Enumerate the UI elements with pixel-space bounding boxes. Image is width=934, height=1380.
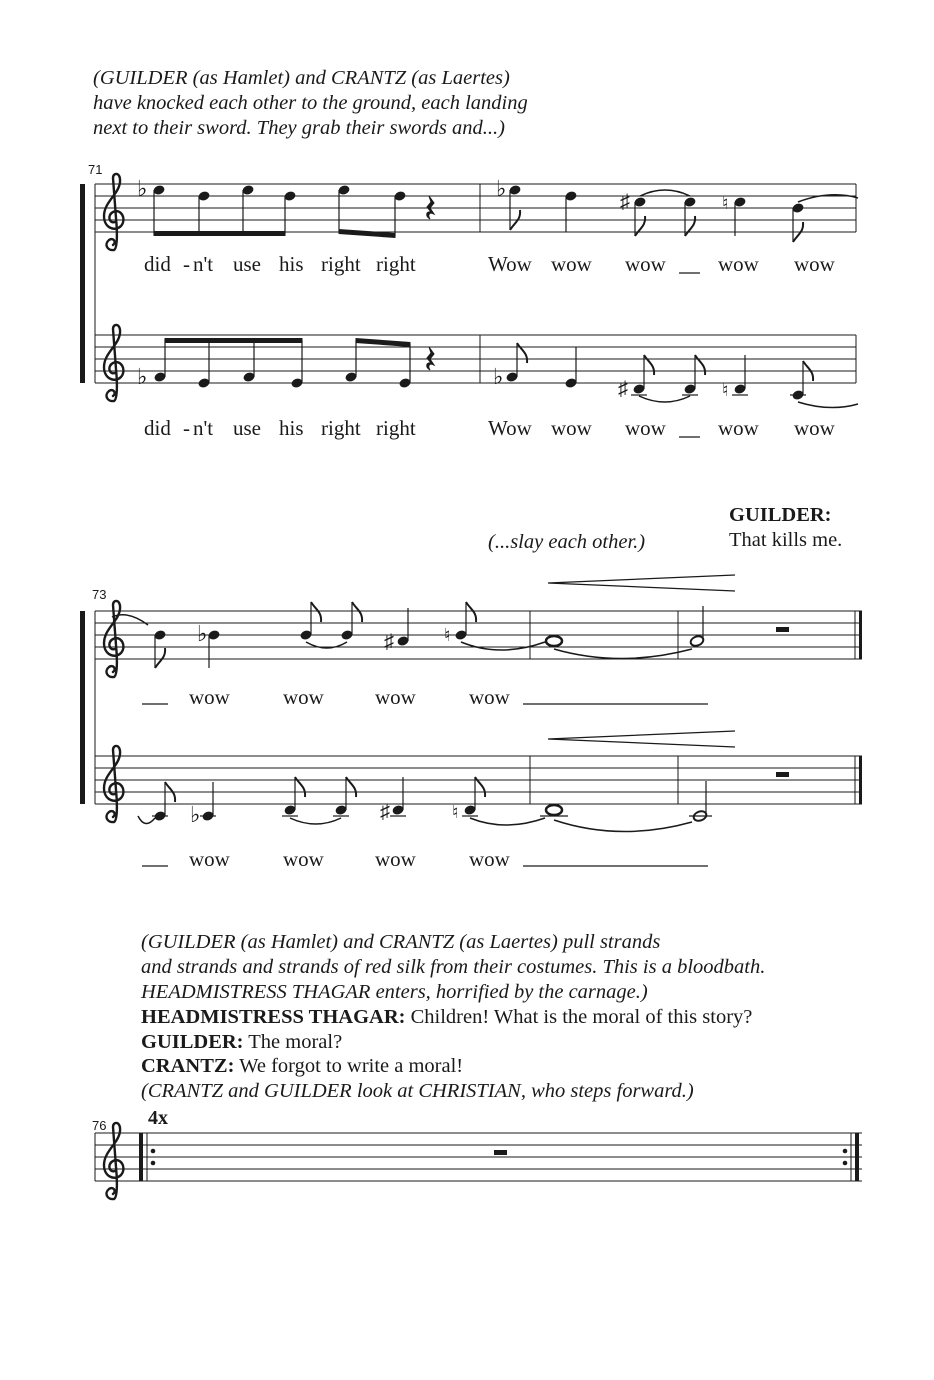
treble-clef-icon (104, 174, 123, 250)
flat-icon: ♭ (190, 802, 201, 827)
sharp-icon: ♯ (618, 378, 628, 400)
treble-clef-icon (104, 325, 123, 401)
natural-icon: ♮ (444, 625, 451, 645)
flat-icon: ♭ (496, 176, 507, 201)
lyric: wow (375, 847, 416, 871)
dialogue-text: We forgot to write a moral! (234, 1055, 464, 1077)
lyric: Wow (488, 252, 532, 276)
sharp-icon: ♯ (384, 631, 394, 653)
stage-direction-line: HEADMISTRESS THAGAR enters, horrified by the carnage.) (141, 981, 648, 1003)
final-barlines (859, 611, 862, 804)
lyric: wow (625, 416, 666, 440)
lyric-extenders (679, 273, 700, 437)
lyric: wow (551, 416, 592, 440)
lyric: use (233, 252, 261, 276)
speaker-name: GUILDER: (141, 1030, 244, 1053)
lyric-hyphen: - (183, 252, 190, 276)
lyric: his (279, 416, 304, 440)
lyric: wow (551, 252, 592, 276)
measure-number-76: 76 (92, 1118, 107, 1133)
whole-rest (776, 772, 789, 777)
dialogue-text: Children! What is the moral of this story? (405, 1006, 753, 1028)
sharp-icon: ♯ (620, 191, 630, 213)
lyric: wow (469, 685, 510, 709)
lyric: wow (189, 685, 230, 709)
sharp-icon: ♯ (380, 801, 390, 823)
stage-direction-line: have knocked each other to the ground, each landing (93, 92, 528, 114)
natural-icon: ♮ (722, 193, 729, 213)
lyric: his (279, 252, 304, 276)
measure-number-73: 73 (92, 587, 107, 602)
flat-icon: ♭ (197, 621, 208, 646)
lyric: right (376, 252, 416, 276)
lyric: wow (718, 252, 759, 276)
lyric-hyphen: - (183, 416, 190, 440)
flat-icon: ♭ (137, 176, 148, 201)
staff-lines (95, 184, 862, 1181)
lyric: wow (625, 252, 666, 276)
flat-icon: ♭ (137, 364, 148, 389)
stage-direction-line: (GUILDER (as Hamlet) and CRANTZ (as Laertes) (93, 67, 510, 89)
barlines (95, 184, 856, 804)
lyric: n't (193, 252, 214, 276)
lyric: n't (193, 416, 214, 440)
stage-direction-line: next to their sword. They grab their swords and...) (93, 117, 505, 139)
whole-rest (494, 1150, 507, 1155)
system-brackets (80, 184, 85, 804)
flat-icon: ♭ (493, 364, 504, 389)
stage-direction-slay: (...slay each other.) (488, 531, 646, 553)
natural-icon: ♮ (722, 380, 729, 400)
notes-system2-lower (138, 772, 789, 832)
lyric: wow (718, 416, 759, 440)
treble-clef-icon (104, 1123, 123, 1199)
whole-rest (776, 627, 789, 632)
guilder-cue-speaker: GUILDER: (729, 504, 832, 526)
lyric: wow (794, 252, 835, 276)
guilder-cue-line: That kills me. (729, 529, 843, 551)
lyric-extenders (142, 704, 708, 866)
notes-system1-lower (137, 338, 858, 408)
lyric: wow (189, 847, 230, 871)
lyric: wow (375, 685, 416, 709)
lyric: right (376, 416, 416, 440)
natural-icon: ♮ (452, 802, 459, 822)
lyric: wow (283, 685, 324, 709)
dialogue-text: The moral? (243, 1030, 343, 1053)
lyric: right (321, 252, 361, 276)
crescendo-hairpin (548, 575, 735, 747)
lyric: did (144, 252, 171, 276)
stage-direction-line: (CRANTZ and GUILDER look at CHRISTIAN, who steps forward.) (141, 1079, 694, 1102)
treble-clef-icon (104, 601, 123, 677)
lyric: did (144, 416, 171, 440)
lyric: wow (469, 847, 510, 871)
stage-direction-line: (GUILDER (as Hamlet) and CRANTZ (as Laertes) pull strands (141, 931, 661, 953)
lyric: Wow (488, 416, 532, 440)
speaker-name: CRANTZ: (141, 1055, 235, 1077)
lyric: wow (794, 416, 835, 440)
speaker-name: HEADMISTRESS THAGAR: (141, 1006, 406, 1028)
stage-direction-line: and strands and strands of red silk from their costumes. This is a bloodbath. (141, 956, 766, 978)
measure-number-71: 71 (88, 162, 103, 177)
repeat-count-label: 4x (148, 1107, 168, 1129)
lyric: right (321, 416, 361, 440)
lyric: use (233, 416, 261, 440)
lyric: wow (283, 847, 324, 871)
treble-clef-icon (104, 746, 123, 822)
